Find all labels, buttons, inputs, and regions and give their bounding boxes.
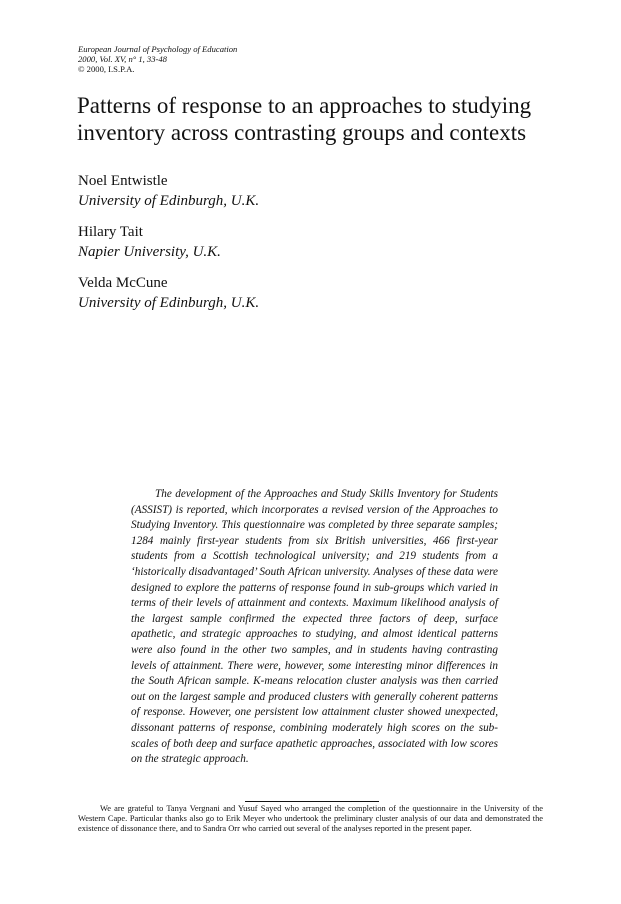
author-list	[78, 171, 259, 324]
author-affiliation: Napier University, U.K.	[78, 244, 221, 260]
journal-volume: 2000, Vol. XV, n° 1, 33-48	[78, 54, 167, 64]
author-block	[78, 273, 259, 313]
acknowledgement-footnote: We are grateful to Tanya Vergnani and Yusuf Sayed who arranged the completion of the questionnaire in the University of the Western Cape. Particular thanks also go to Erik Meyer who undertook the preliminary cluster analysis of our data and demonstrated the existence of dissonance there, and to Sandra Orr who carried out several of the analyses reported in the present paper.	[78, 804, 543, 833]
author-name: Hilary Tait	[78, 224, 143, 240]
author-block	[78, 222, 259, 262]
journal-header	[78, 44, 237, 74]
journal-name: European Journal of Psychology of Education	[78, 44, 238, 54]
footnote-divider	[245, 801, 379, 802]
author-name: Velda McCune	[78, 275, 168, 291]
author-affiliation: University of Edinburgh, U.K.	[78, 295, 260, 311]
journal-copyright: © 2000, I.S.P.A.	[78, 64, 135, 74]
author-name: Noel Entwistle	[78, 173, 168, 189]
abstract: The development of the Approaches and Study Skills Inventory for Students (ASSIST) is reported, which incorporates a revised version of the Approaches to Studying Inventory. This questionnaire was completed by three separate samples; 1284 mainly first-year students from six British universities, 466 first-year students from a Scottish technological university; and 219 students from a ‘historically disadvantaged’ South African university. Analyses of these data were designed to explore the patterns of response found in sub-groups which varied in terms of their levels of attainment and contexts. Maximum likelihood analysis of the largest sample confirmed the expected three factors of deep, surface apathetic, and strategic approaches to studying, and almost identical patterns were also found in the other two samples, and in students having contrasting levels of attainment. There were, however, some interesting minor differences in the South African sample. K-means relocation cluster analysis was then carried out on the largest sample and produced clusters with generally coherent patterns of response. However, one persistent low attainment cluster showed unexpected, dissonant patterns of response, combining moderately high scores on the sub-scales of both deep and surface apathetic approaches, associated with low scores on the strategic approach.	[131, 488, 498, 766]
author-affiliation: University of Edinburgh, U.K.	[78, 193, 260, 209]
paper-title: Patterns of response to an approaches to studying inventory across contrasting groups and contexts	[77, 93, 532, 145]
author-block	[78, 171, 259, 211]
